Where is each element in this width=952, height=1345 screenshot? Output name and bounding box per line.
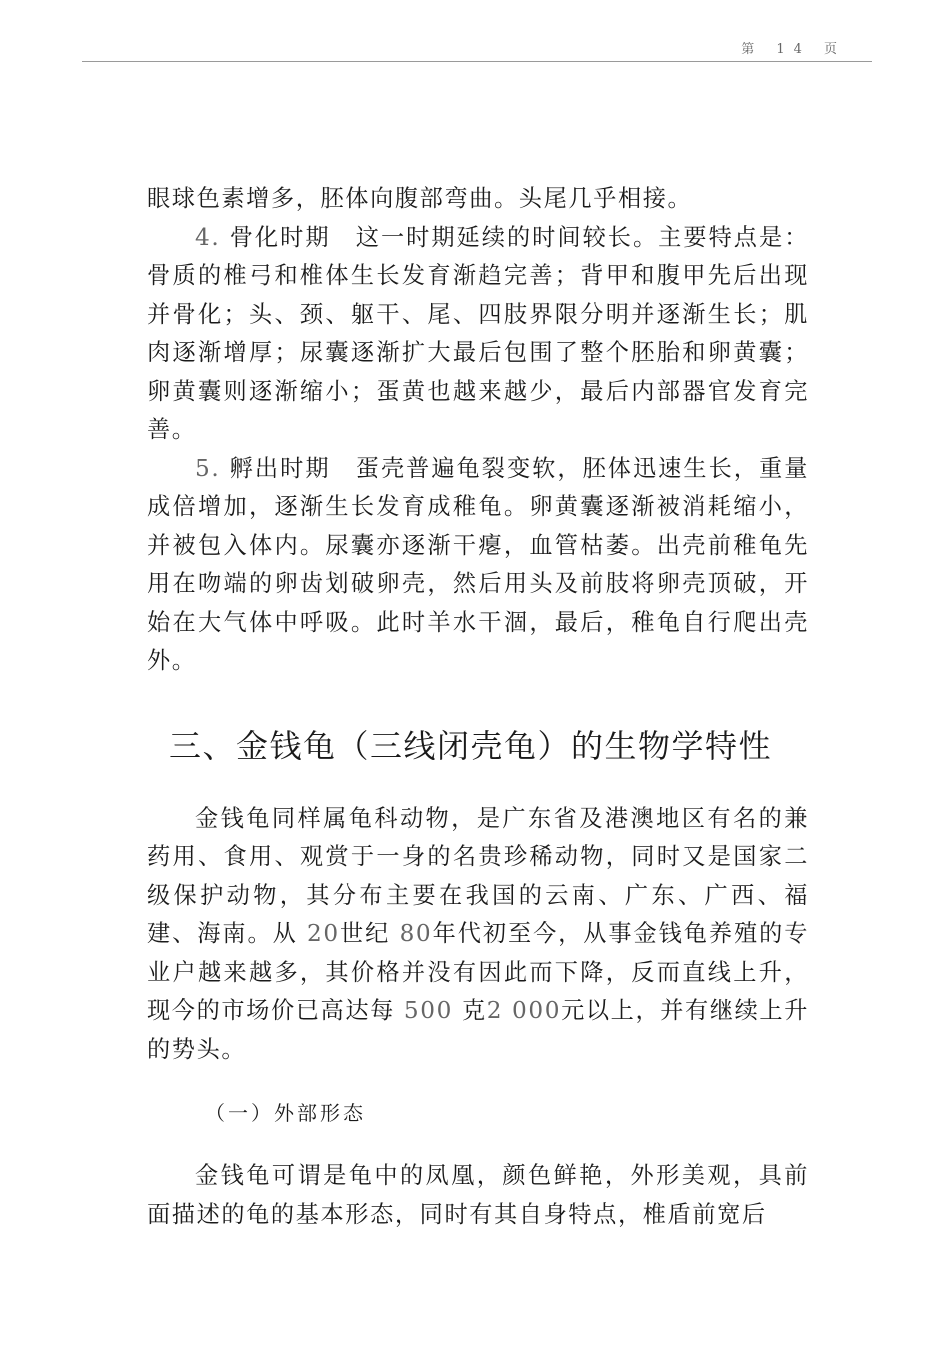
paragraph: [147, 219, 809, 450]
item-number: 4.: [195, 223, 221, 251]
paragraph-text: 年代初至今，从事金钱龟养殖的专业户越来越多，其价格并没有因此而下降，反而直线上升，现今的市场价已高达每: [147, 920, 809, 1024]
paragraph: 眼球色素增多，胚体向腹部弯曲。头尾几乎相接。: [147, 185, 693, 212]
page-number: 第 14 页: [741, 42, 846, 57]
number: 20: [306, 920, 340, 947]
paragraph-text: 金钱龟同样属龟科动物，是广东省及港澳地区有名的兼药用、食用、观赏于一身的名贵珍稀动物，同时又是国家二级保护动物，其分布主要在我国的云南、广东、广西、福建、海南。从: [147, 804, 809, 947]
paragraph-text: 孵出时期 蛋壳普遍龟裂变软，胚体迅速生长，重量成倍增加，逐渐生长发育成稚龟。卵黄囊逐渐被消耗缩小，并被包入体内。尿囊亦逐渐干瘪，血管枯萎。出壳前稚龟先用在吻端的卵齿划破卵壳，然后用头及前肢将卵壳顶破，开始在大气体中呼吸。此时羊水干涸，最后，稚龟自行爬出壳外。: [147, 454, 809, 674]
paragraph-text: 骨化时期 这一时期延续的时间较长。主要特点是：骨质的椎弓和椎体生长发育渐趋完善；背甲和腹甲先后出现并骨化；头、颈、躯干、尾、四肢界限分明并逐渐生长；肌肉逐渐增厚；尿囊逐渐扩大最后包围了整个胚胎和卵黄囊；卵黄囊则逐渐缩小；蛋黄也越来越少，最后内部器官发育完善。: [147, 223, 809, 443]
document-body: [147, 180, 809, 1234]
page-header: [82, 38, 872, 62]
sub-title: （一）外部形态: [205, 1101, 366, 1125]
section-title: 三、金钱龟（三线闭壳龟）的生物学特性: [169, 726, 773, 765]
paragraph-text: 克: [452, 997, 487, 1024]
paragraph: [147, 800, 809, 1070]
paragraph-text: 世纪: [339, 920, 400, 947]
number: 2 000: [486, 997, 562, 1024]
paragraph-text: 元以上，并有继续上升的势头。: [147, 997, 809, 1063]
item-number: 5.: [195, 454, 221, 482]
paragraph: 金钱龟可谓是龟中的凤凰，颜色鲜艳，外形美观，具前面描述的龟的基本形态，同时有其自身特点，椎盾前宽后: [147, 1162, 809, 1228]
number: 80: [399, 920, 433, 947]
number: 500: [403, 997, 453, 1024]
paragraph: [147, 450, 809, 681]
